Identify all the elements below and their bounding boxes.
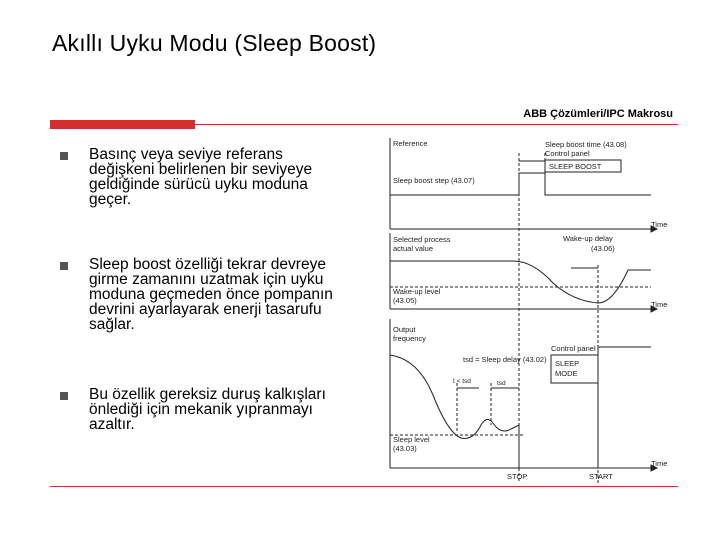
bullet-text-3: Bu özellik gereksiz duruş kalkışları önlediği için mekanik yıpranmayı azaltır. [89,386,326,433]
sleep-level-param: (43.03) [393,444,417,453]
control-panel-label-2: Control panel [551,344,596,353]
sleep-boost-time-label: Sleep boost time (43.08) [545,140,627,149]
bullet-text-2: Sleep boost özelliği tekrar devreye girme zamanını uzatmak için uyku moduna geçmeden önce pompanın devrini ayarlayarak enerji tasarufu sağlar. [89,256,333,333]
wakeup-level-label: Wake-up level [393,287,441,296]
bottom-divider [50,486,678,487]
control-panel-label: Control panel [545,149,590,158]
sleep-boost-box-label: SLEEP BOOST [549,162,602,171]
bullet-text-1: Basınç veya seviye referans değişkeni belirlenen bir seviyeye geldiğinde sürücü uyku moduna geçer. [89,146,313,208]
t-less-tsd-label: t < tsd [453,378,471,385]
page-title: Akıllı Uyku Modu (Sleep Boost) [52,30,377,56]
sleep-mode-label-1: SLEEP [555,359,580,368]
sleep-mode-label-2: MODE [555,369,578,378]
wakeup-delay-label: Wake-up delay [563,234,613,243]
sleep-delay-label: tsd = Sleep delay (43.02) [463,355,547,364]
process-curve [390,261,651,303]
start-label: START [589,472,613,481]
sleep-level-label: Sleep level [393,435,430,444]
bullet-marker-2 [60,262,68,270]
reference-label: Reference [393,139,428,148]
sleep-boost-diagram [373,133,673,485]
subtitle: ABB Çözümleri/IPC Makrosu [523,108,673,120]
sleep-boost-step-label: Sleep boost step (43.07) [393,176,475,185]
wakeup-delay-param: (43.06) [591,244,615,253]
actual-value-label: actual value [393,244,434,253]
stop-label: STOP [507,472,528,481]
frequency-curve [390,347,651,468]
output-label: Output [393,325,416,334]
bullet-marker-1 [60,152,68,160]
time-label-1: Time [651,220,668,229]
time-label-3: Time [651,459,668,468]
top-divider [50,124,678,125]
tsd-label: tsd [497,380,506,387]
time-label-2: Time [651,300,668,309]
bullet-marker-3 [60,392,68,400]
frequency-label: frequency [393,334,426,343]
selected-process-label: Selected process [393,235,451,244]
wakeup-level-param: (43.05) [393,296,417,305]
